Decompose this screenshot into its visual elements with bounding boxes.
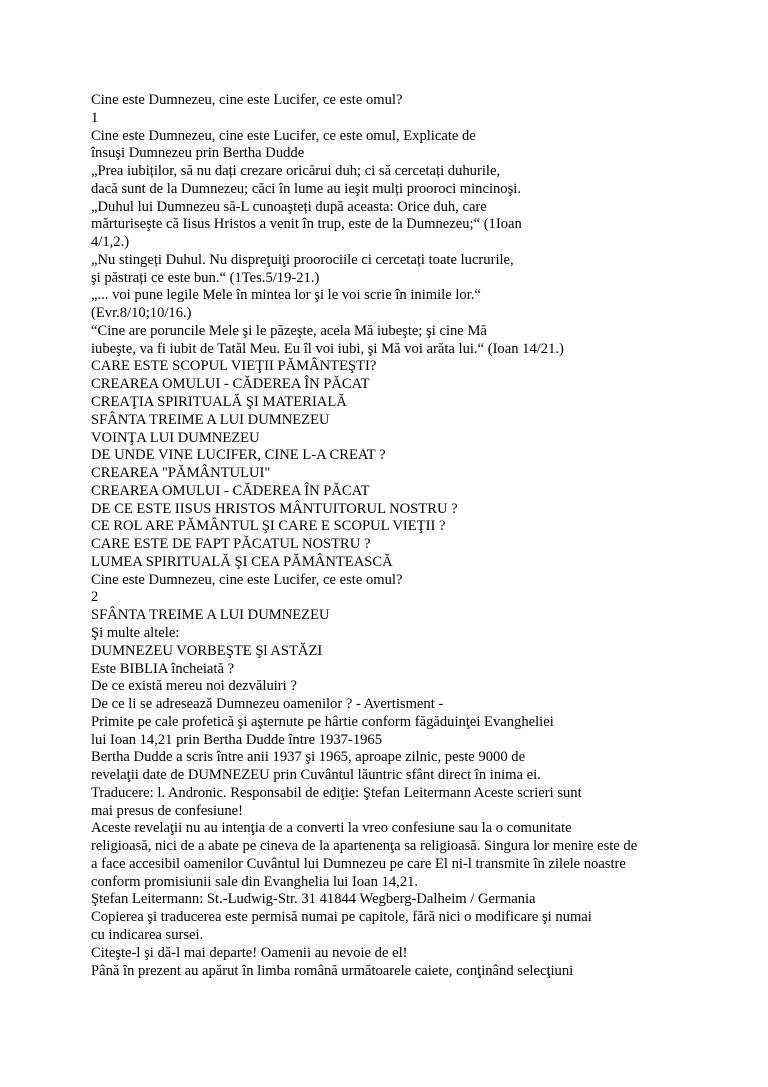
- text-line: Traducere: l. Andronic. Responsabil de ediţie: Ştefan Leitermann Aceste scrieri sunt: [91, 784, 582, 801]
- text-line: DE CE ESTE IISUS HRISTOS MÂNTUITORUL NOSTRU ?: [91, 500, 458, 517]
- text-line: LUMEA SPIRITUALĂ ŞI CEA PĂMÂNTEASCĂ: [91, 553, 393, 570]
- text-line: conform promisiunii sale din Evanghelia lui Ioan 14,21.: [91, 873, 419, 890]
- text-line: De ce există mereu noi dezvăluiri ?: [91, 678, 297, 695]
- text-line: „... voi pune legile Mele în mintea lor şi le voi scrie în inimile lor.“: [91, 287, 481, 304]
- text-line: Ştefan Leitermann: St.-Ludwig-Str. 31 41844 Wegberg-Dalheim / Germania: [91, 891, 536, 908]
- text-line: a face accesibil oamenilor Cuvântul lui Dumnezeu pe care El ni-l transmite în zilele noastre: [91, 855, 626, 872]
- text-line: CREAREA "PĂMÂNTULUI": [91, 465, 271, 482]
- text-line: Aceste revelaţii nu au intenţia de a converti la vreo confesiune sau la o comunitate: [91, 820, 572, 837]
- text-line: Până în prezent au apărut în limba română următoarele caiete, conţinând selecţiuni: [91, 962, 574, 979]
- text-line: Bertha Dudde a scris între anii 1937 şi 1965, aproape zilnic, peste 9000 de: [91, 749, 526, 766]
- text-line: Cine este Dumnezeu, cine este Lucifer, ce este omul?: [91, 571, 403, 588]
- text-line: însuşi Dumnezeu prin Bertha Dudde: [91, 145, 305, 162]
- text-line: „Prea iubiților, să nu dați crezare oricărui duh; ci să cercetați duhurile,: [91, 163, 501, 180]
- text-line: Cine este Dumnezeu, cine este Lucifer, ce este omul, Explicate de: [91, 127, 476, 144]
- text-line: DUMNEZEU VORBEŞTE Şl ASTĂZI: [91, 642, 323, 659]
- text-line: lui Ioan 14,21 prin Bertha Dudde între 1937-1965: [91, 731, 383, 748]
- text-line: DE UNDE VINE LUCIFER, CINE L-A CREAT ?: [91, 447, 386, 464]
- text-line: SFÂNTA TREIME A LUI DUMNEZEU: [91, 411, 330, 428]
- text-line: CREAREA OMULUI - CĂDEREA ÎN PĂCAT: [91, 376, 370, 393]
- text-line: CREAREA OMULUI - CĂDEREA ÎN PĂCAT: [91, 482, 370, 499]
- text-line: „Nu stingeți Duhul. Nu dispreţuiţi proorociile ci cercetați toate lucrurile,: [91, 251, 514, 268]
- text-line: VOINŢA LUI DUMNEZEU: [91, 429, 260, 446]
- text-line: dacă sunt de la Dumnezeu; căci în lume au ieşit mulți prooroci mincinoşi.: [91, 180, 521, 197]
- text-line: Citeşte-l şi dă-l mai departe! Oamenii au nevoie de el!: [91, 944, 408, 961]
- text-line: SFÂNTA TREIME A LUI DUMNEZEU: [91, 607, 330, 624]
- text-line: Este BIBLIA încheiată ?: [91, 660, 235, 677]
- text-line: CE ROL ARE PĂMÂNTUL ŞI CARE E SCOPUL VIEŢII ?: [91, 518, 446, 535]
- text-line: De ce li se adresează Dumnezeu oamenilor ? - Avertisment -: [91, 696, 444, 713]
- text-line: Primite pe cale profetică şi aşternute pe hârtie conform făgăduinţei Evangheliei: [91, 713, 554, 730]
- text-line: Şi multe altele:: [91, 624, 180, 641]
- text-line: Cine este Dumnezeu, cine este Lucifer, ce este omul?: [91, 92, 403, 108]
- text-line: mai presus de confesiune!: [91, 802, 243, 819]
- text-line: CARE ESTE DE FAPT PĂCATUL NOSTRU ?: [91, 536, 371, 553]
- text-line: CREAŢIA SPIRITUALĂ ŞI MATERIALĂ: [91, 394, 347, 411]
- text-line: mărturiseşte că Iisus Hristos a venit în trup, este de la Dumnezeu;“ (1Ioan: [91, 216, 522, 233]
- text-line: religioasă, nici de a abate pe cineva de la apartenenţa sa religioasă. Singura lor menire este de: [91, 838, 638, 855]
- text-line: cu indicarea sursei.: [91, 926, 204, 943]
- text-line: 4/1,2.): [91, 234, 130, 251]
- text-line: „Duhul lui Dumnezeu să-L cunoaşteți după aceasta: Orice duh, care: [91, 198, 487, 215]
- text-line: 1: [91, 109, 99, 126]
- text-line: Copierea şi traducerea este permisă numai pe capitole, fără nici o modificare şi numai: [91, 909, 592, 926]
- document-text: [91, 92, 751, 980]
- text-line: revelaţii date de DUMNEZEU prin Cuvântul lăuntric sfânt direct în inima ei.: [91, 767, 541, 784]
- text-line: şi păstrați ce este bun.“ (1Tes.5/19-21.): [91, 269, 320, 286]
- text-line: iubeşte, va fi iubit de Tatăl Meu. Eu îl voi iubi, şi Mă voi arăta lui.“ (Ioan 14/21.): [91, 340, 564, 357]
- text-line: “Cine are poruncile Mele şi le păzeşte, acela Mă iubeşte; şi cine Mă: [91, 322, 487, 339]
- text-line: (Evr.8/10;10/16.): [91, 305, 192, 322]
- text-line: CARE ESTE SCOPUL VIEŢII PĂMÂNTEŞTI?: [91, 358, 377, 375]
- text-line: 2: [91, 589, 99, 606]
